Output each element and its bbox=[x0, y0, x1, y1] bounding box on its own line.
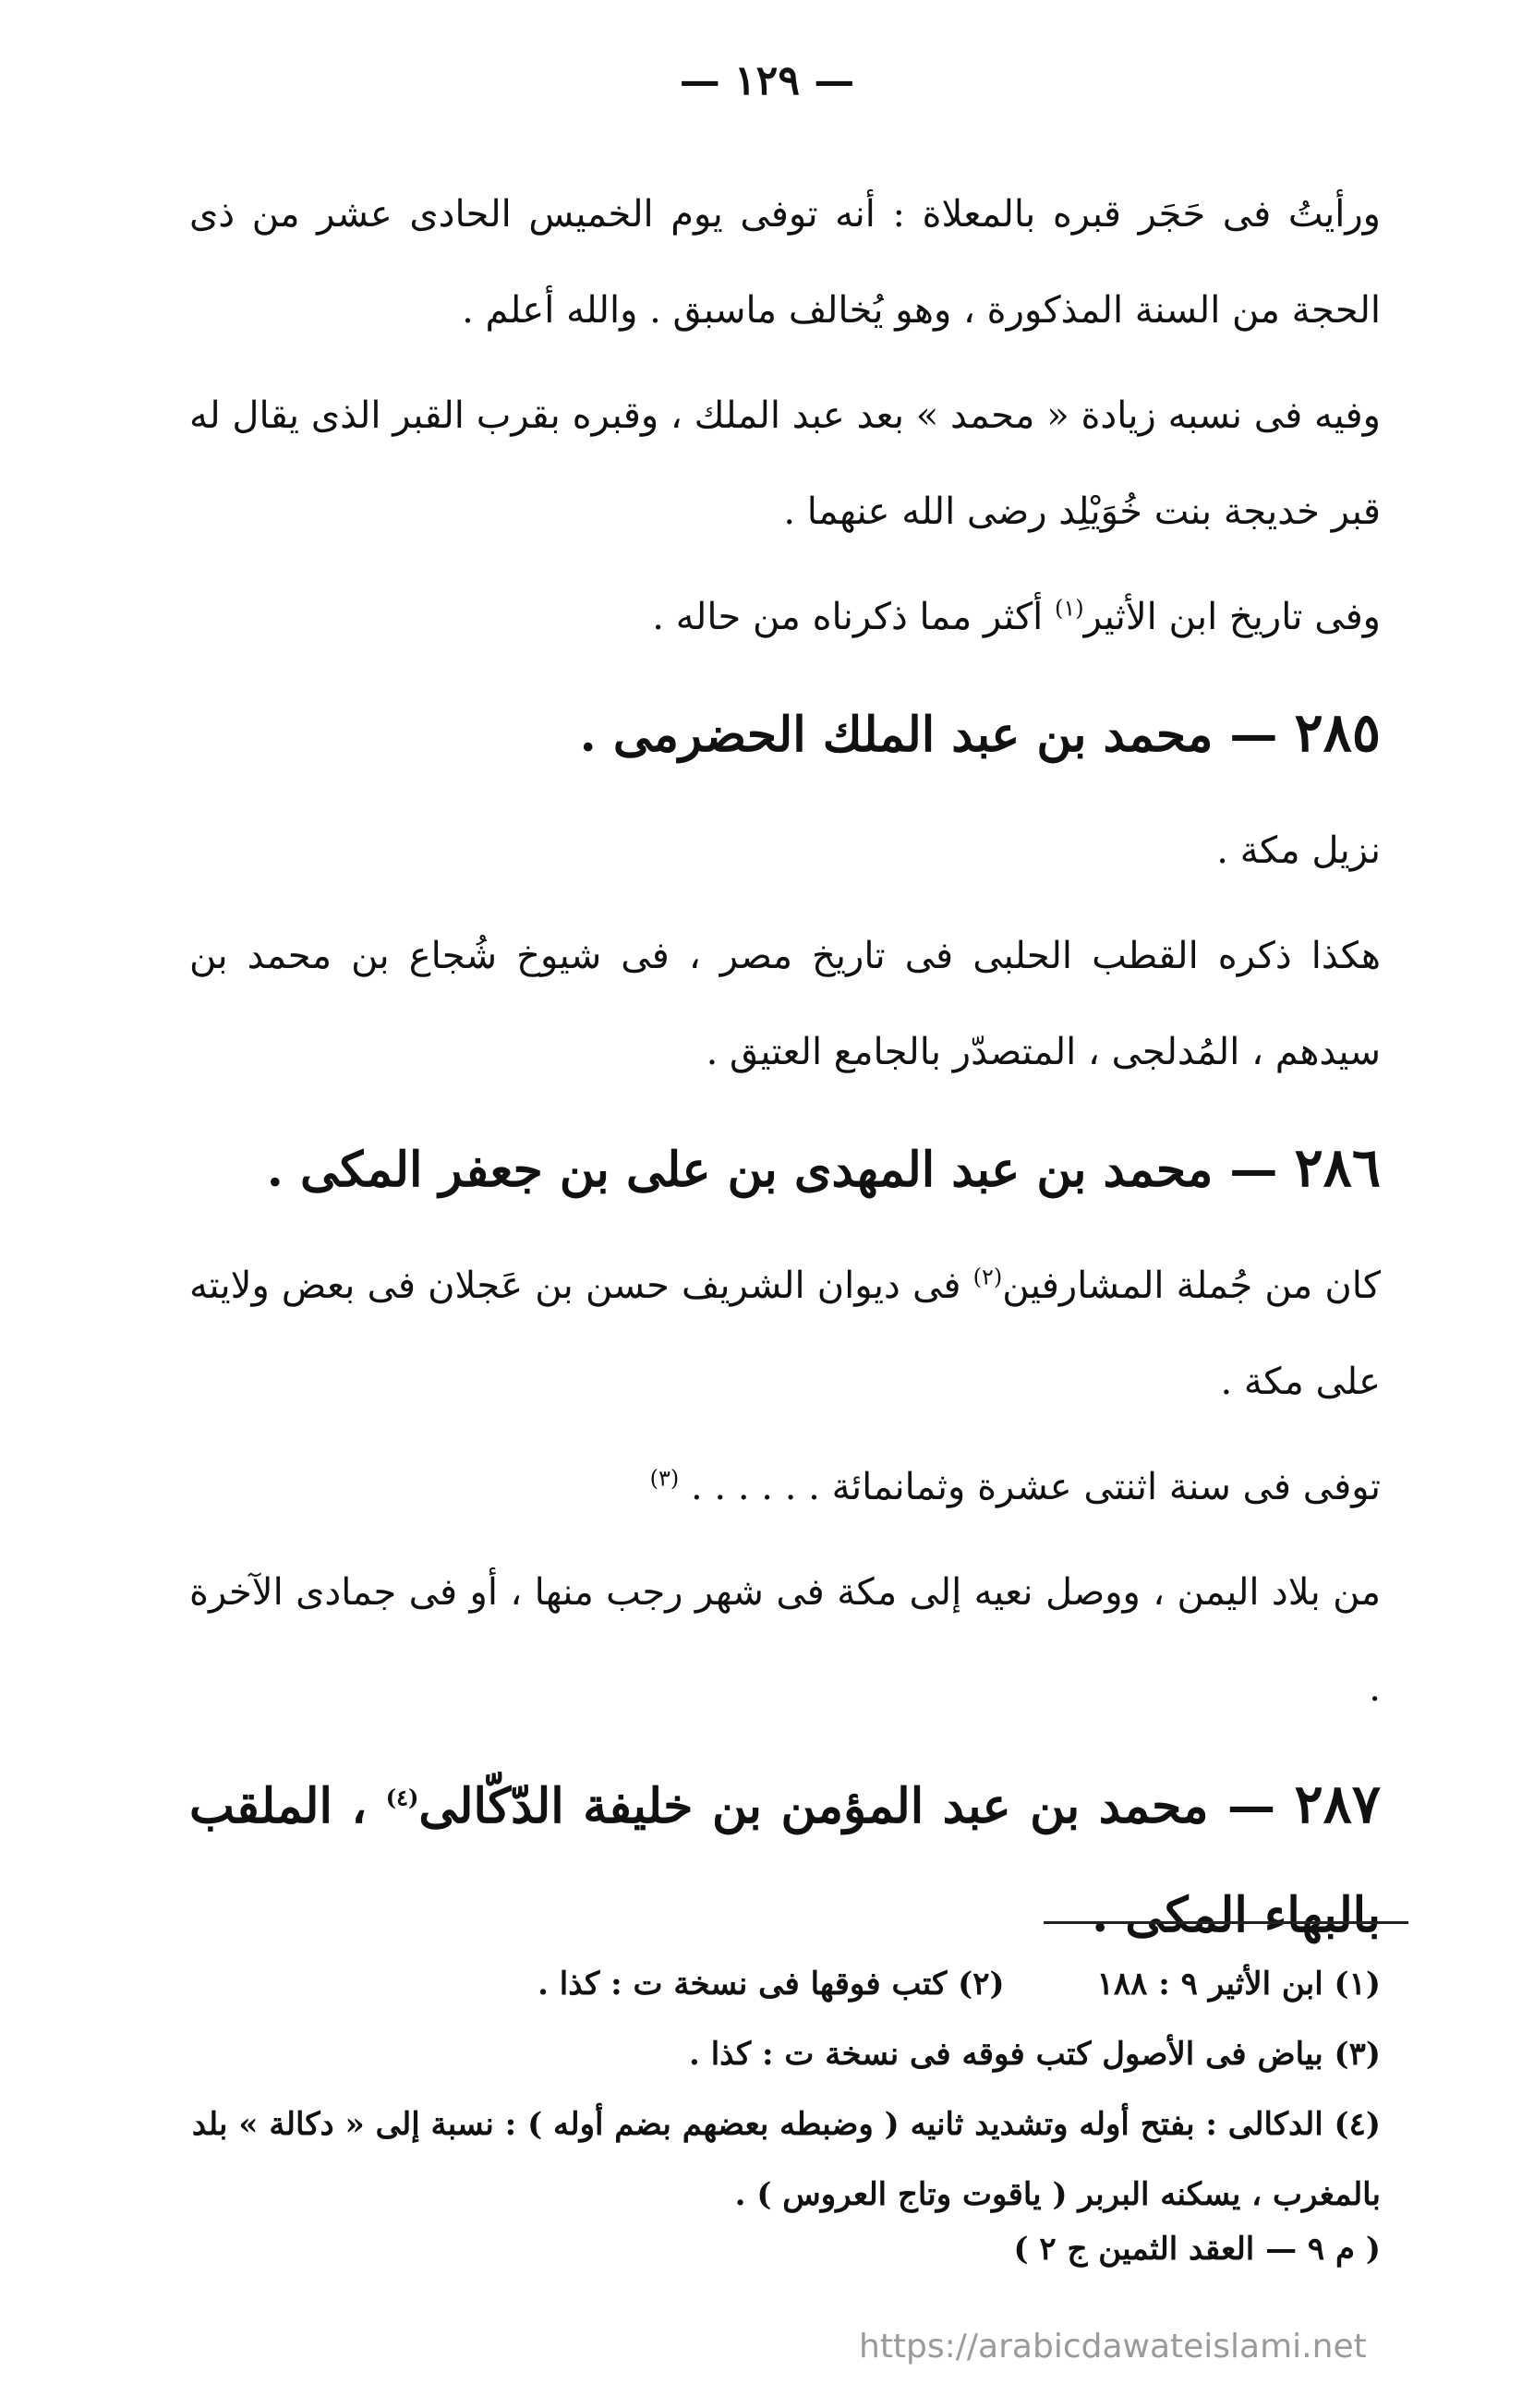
entry-heading-285 bbox=[189, 678, 1381, 790]
entry-title: — محمد بن عبد المهدى بن على بن جعفر المكى . bbox=[266, 1142, 1295, 1198]
paragraph-ibn-athir bbox=[189, 569, 1381, 665]
watermark-url: https://arabicdawateislami.net bbox=[859, 2328, 1367, 2366]
entry-heading-287 bbox=[189, 1749, 1381, 1970]
entry-title: — محمد بن عبد الملك الحضرمى . bbox=[579, 707, 1295, 763]
paragraph-yemen: من بلاد اليمن ، ووصل نعيه إلى مكة فى شهر رجب منها ، أو فى جمادى الآخرة . bbox=[189, 1571, 1381, 1710]
footnote-1: (١) ابن الأثير ٩ : ١٨٨ bbox=[1096, 1966, 1381, 2003]
footnote-4: (٤) الدكالى : بفتح أوله وتشديد ثانيه ( وضبطه بعضهم بضم أوله ) : نسبة إلى « دكالة » بلد بالمغرب ، يسكنه البربر ( ياقوت وتاج العروس ) . bbox=[191, 2106, 1381, 2213]
entry-title: — محمد بن عبد المؤمن بن خليفة الدّكّالى bbox=[418, 1778, 1295, 1834]
footnote-separator bbox=[1044, 1921, 1408, 1924]
footnote-marker-4: (٤) bbox=[385, 1784, 419, 1811]
paragraph-lineage: وفيه فى نسبه زيادة « محمد » بعد عبد الملك ، وقبره بقرب القبر الذى يقال له قبر خديجة بنت خُوَيْلِد رضى الله عنهما . bbox=[189, 394, 1381, 533]
paragraph-qutb-halabi: هكذا ذكره القطب الحلبى فى تاريخ مصر ، فى شيوخ شُجاع بن محمد بن سيدهم ، المُدلجى ، المتصدّر بالجامع العتيق . bbox=[189, 935, 1381, 1073]
footnote-3: (٣) بياض فى الأصول كتب فوقه فى نسخة ت : كذا . bbox=[689, 2036, 1381, 2073]
footnotes bbox=[189, 1949, 1381, 2230]
paragraph-musharifin bbox=[189, 1238, 1381, 1430]
entry-number: ٢٨٥ bbox=[1294, 701, 1381, 764]
footnote-marker-2: (٢) bbox=[972, 1264, 1003, 1290]
page-number: — ١٢٩ — bbox=[679, 57, 855, 104]
footnote-marker-1: (١) bbox=[1054, 595, 1084, 622]
entry-number: ٢٨٦ bbox=[1294, 1136, 1381, 1199]
footnote-marker-3: (٣) bbox=[649, 1465, 680, 1492]
entry-number: ٢٨٧ bbox=[1294, 1773, 1381, 1835]
main-text bbox=[189, 166, 1381, 1983]
paragraph-text: أكثر مما ذكرناه من حاله . bbox=[652, 596, 1055, 638]
paragraph-grave-inscription: ورأيتُ فى حَجَر قبره بالمعلاة : أنه توفى يوم الخميس الحادى عشر من ذى الحجة من السنة المذكورة ، وهو يُخالف ماسبق . والله أعلم . bbox=[189, 193, 1381, 332]
paragraph-text: فى ديوان الشريف حسن بن عَجلان فى بعض ولايته على مكة . bbox=[189, 1265, 1381, 1403]
paragraph-text: وفى تاريخ ابن الأثير bbox=[1083, 596, 1381, 638]
entry-title-rest: ، الملقب بالبهاء المكى . bbox=[189, 1778, 1381, 1943]
paragraph-text: كان من جُملة المشارفين bbox=[1002, 1265, 1381, 1307]
signature-mark: ( م ٩ — العقد الثمين ج ٢ ) bbox=[1013, 2231, 1381, 2268]
paragraph-text: توفى فى سنة اثنتى عشرة وثمانمائة . . . . . . bbox=[691, 1466, 1381, 1508]
footnote-2: (٢) كتب فوقها فى نسخة ت : كذا . bbox=[538, 1966, 1005, 2003]
paragraph-resident: نزيل مكة . bbox=[1216, 829, 1381, 872]
paragraph-death-year bbox=[189, 1439, 1381, 1535]
entry-heading-286 bbox=[189, 1113, 1381, 1225]
footnote-row bbox=[189, 1949, 1381, 2019]
